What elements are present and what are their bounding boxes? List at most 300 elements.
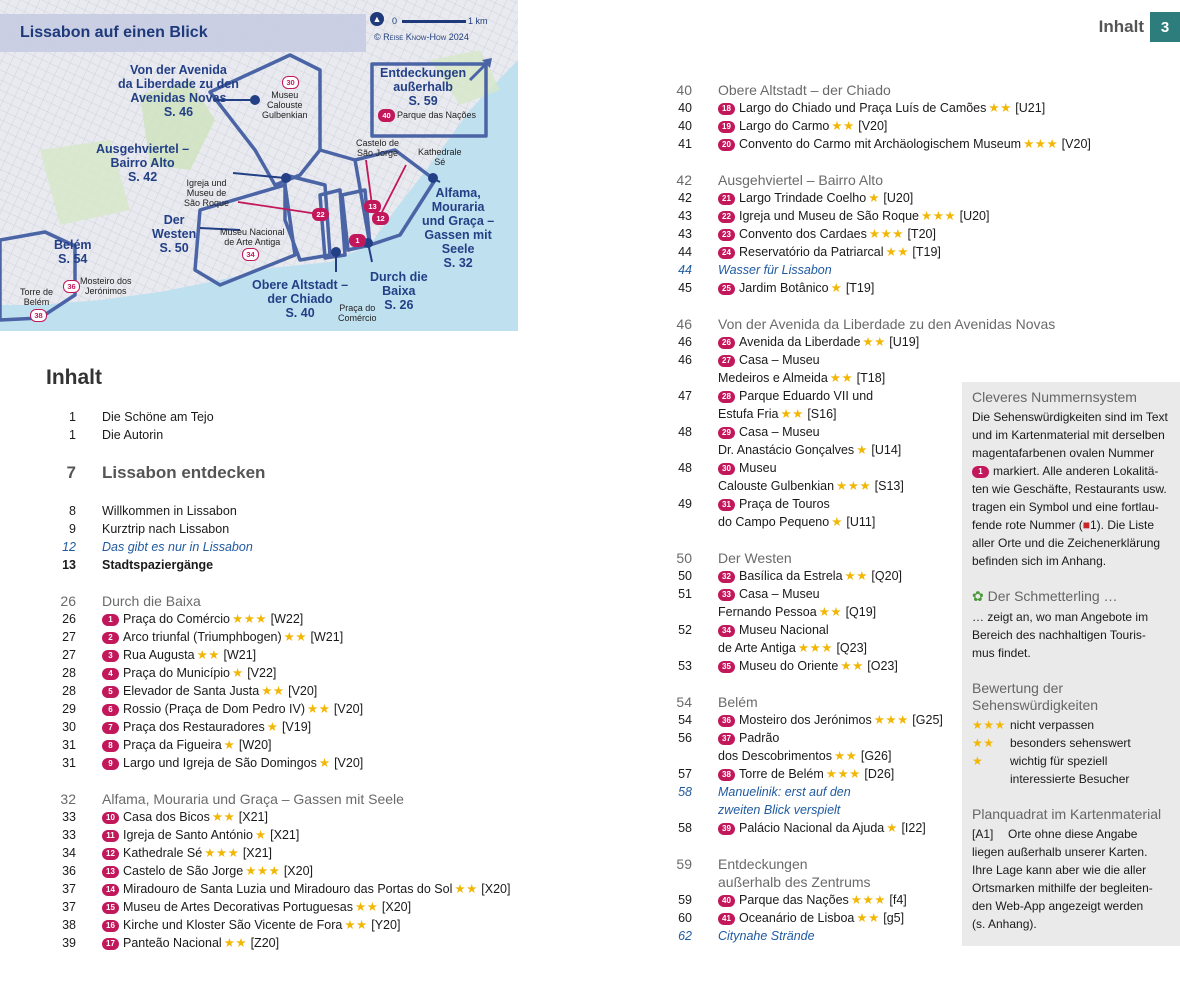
poi-number-badge: 20: [718, 139, 735, 151]
map-grid-ref: [U14]: [867, 443, 902, 457]
toc-label: Praça dos Restauradores: [123, 720, 265, 734]
toc-line: [50, 426, 510, 444]
schmetterling-line-1: … zeigt an, wo man Angebote im: [972, 610, 1149, 624]
map-place-comercio: Praça do Comércio: [338, 303, 377, 323]
map-place-torre: Torre de Belém: [20, 287, 54, 307]
toc-section-title: [718, 873, 871, 891]
toc-label: Jardim Botânico: [739, 281, 829, 295]
toc-line: [50, 844, 510, 862]
toc-line: [666, 819, 966, 837]
map-badge-38: 38: [30, 309, 47, 322]
toc-page-number: 12: [62, 540, 76, 554]
page-number: 3: [1150, 12, 1180, 42]
toc-page-number: 46: [678, 335, 692, 349]
toc-page-number: 48: [678, 425, 692, 439]
rating-1: ★ wichtig für speziell: [972, 754, 1108, 768]
toc-line: [50, 682, 510, 700]
toc-line: [50, 646, 510, 664]
toc-page-number: 62: [678, 929, 692, 943]
toc-line: [50, 408, 510, 426]
toc-label: Mosteiro dos Jerónimos: [739, 713, 872, 727]
nummern-line-3: magentafarbenen ovalen Nummer: [972, 446, 1155, 460]
toc-entry-text: [102, 610, 303, 628]
map-grid-ref: [U21]: [1011, 101, 1046, 115]
poi-number-badge: 17: [102, 938, 119, 950]
toc-label: Museu Nacional: [739, 623, 829, 637]
map-place-jeronimos: Mosteiro dos Jerónimos: [80, 276, 132, 296]
north-arrow-icon: ▲: [370, 12, 384, 26]
star-rating-icon: ★★★: [825, 767, 861, 781]
toc-label: Der Westen: [718, 550, 792, 566]
toc-entry-text: [718, 819, 926, 837]
map-grid-ref: [T19]: [908, 245, 941, 259]
toc-entry-text: [718, 405, 837, 423]
toc-gap: [50, 772, 510, 790]
toc-label: Willkommen in Lissabon: [102, 504, 237, 518]
toc-label: außerhalb des Zentrums: [718, 874, 871, 890]
toc-label: Rua Augusta: [123, 648, 195, 662]
toc-line: [666, 99, 1046, 117]
toc-page-number: 43: [678, 227, 692, 241]
map-badge-34: 34: [242, 248, 259, 261]
toc-label: Panteão Nacional: [123, 936, 222, 950]
toc-entry-text: [718, 891, 907, 909]
toc-line: [666, 891, 966, 909]
map-grid-ref: [Q19]: [842, 605, 877, 619]
toc-page-number: 48: [678, 461, 692, 475]
toc-label: Casa – Museu: [739, 587, 820, 601]
toc-entry-text: [102, 538, 253, 556]
toc-line: [50, 664, 510, 682]
map-title: Lissabon auf einen Blick: [20, 24, 208, 41]
toc-label: Largo do Carmo: [739, 119, 830, 133]
nummern-line-6: tragen ein Symbol und eine fortlau-: [972, 500, 1159, 514]
toc-entry-text: [718, 909, 904, 927]
nummern-line-5: ten wie Geschäfte, Restaurants usw.: [972, 482, 1167, 496]
toc-page-number: 31: [62, 756, 76, 770]
toc-page-number: 58: [678, 821, 692, 835]
toc-page-number: 36: [62, 864, 76, 878]
star-rating-icon: ★★★: [868, 227, 904, 241]
toc-entry-text: [718, 729, 779, 747]
toc-line: [666, 603, 966, 621]
nummern-line-8: aller Orte und die Zeichenerklärung: [972, 536, 1161, 550]
star-rating-icon: ★★: [283, 630, 308, 644]
toc-gap: [666, 675, 966, 693]
bewertung-title: Bewertung der Sehenswürdigkeiten: [972, 680, 1099, 713]
poi-number-badge: 6: [102, 704, 119, 716]
toc-gap: [666, 837, 966, 855]
toc-entry-text: [718, 423, 820, 441]
toc-section-title: [718, 81, 891, 99]
toc-line: [50, 462, 510, 484]
toc-page-number: 33: [62, 828, 76, 842]
toc-line: [666, 171, 966, 189]
toc-line: [50, 934, 510, 952]
poi-number-badge: 34: [718, 625, 735, 637]
toc-entry-text: [718, 369, 885, 387]
toc-page-number: 45: [678, 281, 692, 295]
map-badge-1: 1: [349, 234, 366, 247]
toc-page-number: 28: [62, 666, 76, 680]
map-place-sao-roque: Igreja und Museu de São Roque: [184, 178, 230, 208]
toc-line: [50, 556, 510, 574]
toc-section-title: [718, 171, 883, 189]
map-grid-ref: [X21]: [266, 828, 300, 842]
rating-2: ★★ besonders sehenswert: [972, 736, 1131, 750]
toc-page-number: 1: [69, 410, 76, 424]
toc-page-number: 40: [678, 119, 692, 133]
toc-page-number: 59: [676, 856, 692, 872]
toc-page-number: 46: [678, 353, 692, 367]
star-rating-icon: ★★★: [204, 846, 240, 860]
toc-section-title: [102, 790, 404, 808]
toc-entry-text: [718, 99, 1045, 117]
toc-line: [666, 873, 966, 891]
map-badge-12: 12: [372, 212, 389, 225]
toc-left-column: [50, 408, 510, 952]
nummern-line-9: befinden sich im Anhang.: [972, 554, 1107, 568]
toc-label: Wasser für Lissabon: [718, 263, 832, 277]
toc-page-number: 13: [62, 558, 76, 572]
poi-number-badge: 22: [718, 211, 735, 223]
map-grid-ref: [X20]: [477, 882, 511, 896]
toc-entry-text: [718, 225, 936, 243]
map-grid-ref: [Q20]: [867, 569, 902, 583]
toc-label: Die Autorin: [102, 428, 164, 442]
toc-page-number: 39: [62, 936, 76, 950]
star-rating-icon: ★★: [307, 702, 331, 716]
toc-entry-text: [718, 459, 777, 477]
star-rating-icon: ★★: [780, 407, 804, 421]
toc-label: Von der Avenida da Liberdade zu den Avenidas Novas: [718, 316, 1056, 332]
toc-label: Padrão: [739, 731, 780, 745]
toc-label: Largo Trindade Coelho: [739, 191, 867, 205]
star-rating-icon: ★: [266, 720, 279, 734]
toc-label: Casa – Museu: [739, 425, 820, 439]
plan-line-2: liegen außerhalb unserer Karten.: [972, 845, 1148, 859]
toc-line: [666, 909, 966, 927]
map-badge-36: 36: [63, 280, 80, 293]
map-place-castelo: Castelo de São Jorge: [356, 138, 400, 158]
stars-icon: ★★: [972, 736, 995, 750]
toc-label: dos Descobrimentos: [718, 749, 832, 763]
nummern-badge: 1: [972, 466, 989, 478]
toc-label: Oceanário de Lisboa: [739, 911, 855, 925]
toc-page-number: 57: [678, 767, 692, 781]
toc-line: [666, 711, 966, 729]
toc-page-number: 40: [676, 82, 692, 98]
toc-label: Alfama, Mouraria und Graça – Gassen mit Seele: [102, 791, 404, 807]
toc-entry-text: [718, 603, 876, 621]
toc-entry-text: [718, 783, 851, 801]
toc-page-number: 9: [69, 522, 76, 536]
toc-label: do Campo Pequeno: [718, 515, 830, 529]
toc-line: [666, 801, 966, 819]
poi-number-badge: 9: [102, 758, 119, 770]
toc-entry-text: [102, 862, 313, 880]
map-badge-30: 30: [282, 76, 299, 89]
map-grid-ref: [X20]: [378, 900, 412, 914]
toc-entry-text: [102, 520, 229, 538]
star-rating-icon: ★★: [988, 101, 1012, 115]
toc-entry-text: [718, 711, 943, 729]
star-rating-icon: ★★★: [797, 641, 833, 655]
star-rating-icon: ★★★: [232, 612, 268, 626]
toc-page-number: 58: [678, 785, 692, 799]
toc-label: Kurztrip nach Lissabon: [102, 522, 230, 536]
map-label-alfama: Alfama, Mouraria und Graça – Gassen mit Seele S. 32: [422, 186, 495, 270]
toc-entry-text: [718, 495, 830, 513]
map-grid-ref: [V20]: [854, 119, 888, 133]
toc-line: [666, 189, 966, 207]
star-rating-icon: ★★: [840, 659, 864, 673]
toc-line: [666, 441, 966, 459]
toc-line: [666, 225, 966, 243]
star-rating-icon: ★★: [196, 648, 221, 662]
map-grid-ref: [U20]: [879, 191, 914, 205]
nummern-line-2: und im Kartenmaterial mit derselben: [972, 428, 1165, 442]
copyright: © Reise Know-How 2024: [374, 32, 469, 42]
poi-number-badge: 23: [718, 229, 735, 241]
star-rating-icon: ★★: [829, 371, 854, 385]
star-rating-icon: ★★★: [245, 864, 281, 878]
toc-page-number: 26: [60, 593, 76, 609]
map-grid-ref: [U11]: [842, 515, 876, 529]
poi-number-badge: 31: [718, 499, 735, 511]
plan-line-1: [A1] Orte ohne diese Angabe: [972, 827, 1138, 841]
star-rating-icon: ★★: [862, 335, 886, 349]
toc-line: [50, 880, 510, 898]
toc-label: Das gibt es nur in Lissabon: [102, 540, 253, 554]
poi-number-badge: 10: [102, 812, 119, 824]
toc-label: Parque Eduardo VII und: [739, 389, 874, 403]
star-rating-icon: ★: [223, 738, 236, 752]
toc-entry-text: [718, 927, 815, 945]
star-rating-icon: ★★★: [1023, 137, 1059, 151]
poi-number-badge: 15: [102, 902, 119, 914]
map-grid-ref: [X20]: [280, 864, 314, 878]
poi-number-badge: 41: [718, 913, 735, 925]
toc-section-title: [718, 315, 1055, 333]
toc-line: [666, 855, 966, 873]
toc-page-number: 27: [62, 630, 76, 644]
toc-label: Convento do Carmo mit Archäologischem Museum: [739, 137, 1022, 151]
toc-line: [666, 693, 966, 711]
toc-line: [666, 117, 966, 135]
toc-line: [666, 927, 966, 945]
toc-line: [666, 567, 966, 585]
toc-page-number: 44: [678, 245, 692, 259]
star-rating-icon: ★: [232, 666, 244, 680]
toc-entry-text: [102, 628, 343, 646]
star-rating-icon: ★★: [885, 245, 909, 259]
toc-label: Lissabon entdecken: [102, 463, 266, 482]
toc-line: [50, 520, 510, 538]
toc-label: Praça de Touros: [739, 497, 830, 511]
map-label-bairro-alto: Ausgehviertel – Bairro Alto S. 42: [96, 142, 190, 184]
toc-line: [666, 459, 966, 477]
toc-page-number: 38: [62, 918, 76, 932]
poi-number-badge: 8: [102, 740, 119, 752]
toc-label: zweiten Blick verspielt: [718, 803, 841, 817]
plan-line-4: Ortsmarken mithilfe der begleiten-: [972, 881, 1153, 895]
toc-line: [666, 513, 966, 531]
toc-entry-text: [102, 736, 272, 754]
poi-number-badge: 29: [718, 427, 735, 439]
toc-line: [50, 862, 510, 880]
toc-entry-text: [102, 556, 213, 574]
poi-number-badge: 11: [102, 830, 119, 842]
toc-line: [666, 369, 966, 387]
toc-label: Praça do Comércio: [123, 612, 230, 626]
toc-line: [50, 898, 510, 916]
star-rating-icon: ★★: [211, 810, 236, 824]
poi-number-badge: 4: [102, 668, 119, 680]
legend-sidebar: [962, 382, 1180, 946]
toc-label: Avenida da Liberdade: [739, 335, 861, 349]
toc-entry-text: [102, 880, 510, 898]
poi-number-badge: 5: [102, 686, 119, 698]
butterfly-icon: ✿: [972, 588, 984, 604]
map-grid-ref: [Z20]: [247, 936, 280, 950]
poi-number-badge: 7: [102, 722, 119, 734]
toc-entry-text: [718, 657, 898, 675]
poi-number-badge: 21: [718, 193, 735, 205]
toc-label: Manuelinik: erst auf den: [718, 785, 851, 799]
toc-page-number: 53: [678, 659, 692, 673]
toc-page-number: 60: [678, 911, 692, 925]
map-grid-ref: [W20]: [235, 738, 272, 752]
star-rating-icon: ★: [831, 515, 843, 529]
toc-label: Torre de Belém: [739, 767, 824, 781]
toc-line: [50, 700, 510, 718]
toc-line: [666, 495, 966, 513]
poi-number-badge: 36: [718, 715, 735, 727]
map-label-belem: Belém S. 54: [54, 238, 92, 266]
poi-number-badge: 39: [718, 823, 735, 835]
poi-number-badge: 3: [102, 650, 119, 662]
toc-entry-text: [718, 387, 873, 405]
map-grid-ref: [Y20]: [367, 918, 401, 932]
toc-page-number: 54: [678, 713, 692, 727]
toc-entry-text: [102, 934, 279, 952]
toc-page-number: 52: [678, 623, 692, 637]
toc-entry-text: [102, 808, 268, 826]
toc-label: Convento dos Cardaes: [739, 227, 867, 241]
toc-entry-text: [718, 585, 820, 603]
toc-line: [666, 729, 966, 747]
map-grid-ref: [V20]: [1058, 137, 1091, 151]
star-rating-icon: ★★★: [836, 479, 872, 493]
poi-number-badge: 1: [102, 614, 119, 626]
toc-entry-text: [718, 747, 891, 765]
toc-label: Basílica da Estrela: [739, 569, 843, 583]
star-rating-icon: ★★★: [850, 893, 886, 907]
plan-title: Planquadrat im Kartenmaterial: [972, 806, 1162, 822]
toc-page-number: 29: [62, 702, 76, 716]
toc-label: Estufa Fria: [718, 407, 779, 421]
toc-entry-text: [102, 426, 163, 444]
toc-entry-text: [102, 682, 317, 700]
toc-label: Dr. Anastácio Gonçalves: [718, 443, 855, 457]
rating-1-line-2: interessierte Besucher: [1010, 772, 1130, 786]
nummern-line-4: 1 markiert. Alle anderen Lokalitä-: [972, 462, 1158, 480]
poi-number-badge: 35: [718, 661, 735, 673]
toc-entry-text: [718, 207, 989, 225]
map-label-avenida: Von der Avenida da Liberdade zu den Avenidas Novas S. 46: [118, 63, 239, 119]
toc-entry-text: [718, 117, 887, 135]
toc-entry-text: [102, 718, 311, 736]
toc-line: [50, 790, 510, 808]
poi-number-badge: 2: [102, 632, 119, 644]
map-badge-13: 13: [364, 200, 381, 213]
toc-page-number: 43: [678, 209, 692, 223]
map-place-nacoes: Parque das Nações: [397, 110, 477, 120]
toc-page-number: 46: [676, 316, 692, 332]
toc-page-number: 7: [66, 463, 76, 482]
toc-label: Medeiros e Almeida: [718, 371, 828, 385]
star-rating-icon: ★★: [223, 936, 248, 950]
toc-line: [666, 243, 966, 261]
schmetterling-line-2: Bereich des nachhaltigen Touris-: [972, 628, 1146, 642]
map-grid-ref: [T19]: [842, 281, 875, 295]
map-grid-ref: [W21]: [220, 648, 257, 662]
scale-end: 1 km: [468, 16, 488, 26]
nummern-line-7: fende rote Nummer (■1). Die Liste: [972, 518, 1155, 532]
toc-label: Praça do Município: [123, 666, 231, 680]
poi-number-badge: 19: [718, 121, 735, 133]
toc-page-number: 54: [676, 694, 692, 710]
plan-line-3: Ihre Lage kann aber wie die aller: [972, 863, 1147, 877]
map-grid-ref: [O23]: [863, 659, 898, 673]
toc-entry-text: [102, 754, 363, 772]
poi-number-badge: 33: [718, 589, 735, 601]
toc-entry-text: [718, 513, 875, 531]
toc-page-number: 31: [62, 738, 76, 752]
star-rating-icon: ★★★: [873, 713, 909, 727]
toc-line: [666, 477, 966, 495]
toc-entry-text: [102, 664, 276, 682]
star-rating-icon: ★★: [344, 918, 368, 932]
star-rating-icon: ★★: [261, 684, 285, 698]
poi-number-badge: 27: [718, 355, 735, 367]
poi-number-badge: 28: [718, 391, 735, 403]
toc-page-number: 27: [62, 648, 76, 662]
toc-label: Miradouro de Santa Luzia und Miradouro das Portas do Sol: [123, 882, 453, 896]
star-rating-icon: ★★: [818, 605, 843, 619]
poi-number-badge: 37: [718, 733, 735, 745]
map-grid-ref: [I22]: [897, 821, 926, 835]
toc-line: [50, 592, 510, 610]
overview-map: [0, 0, 518, 331]
toc-line: [666, 351, 966, 369]
toc-section-title: [718, 693, 758, 711]
toc-entry-text: [102, 844, 272, 862]
toc-page-number: 47: [678, 389, 692, 403]
map-grid-ref: [S13]: [871, 479, 904, 493]
toc-page-number: 59: [678, 893, 692, 907]
toc-section-title: [102, 592, 201, 610]
map-grid-ref: [U20]: [956, 209, 990, 223]
toc-line: [50, 718, 510, 736]
toc-line: [50, 538, 510, 556]
toc-page-number: 34: [62, 846, 76, 860]
toc-label: Igreja de Santo António: [123, 828, 253, 842]
poi-number-badge: 16: [102, 920, 119, 932]
toc-page-number: 42: [678, 191, 692, 205]
toc-label: Museu de Artes Decorativas Portuguesas: [123, 900, 353, 914]
